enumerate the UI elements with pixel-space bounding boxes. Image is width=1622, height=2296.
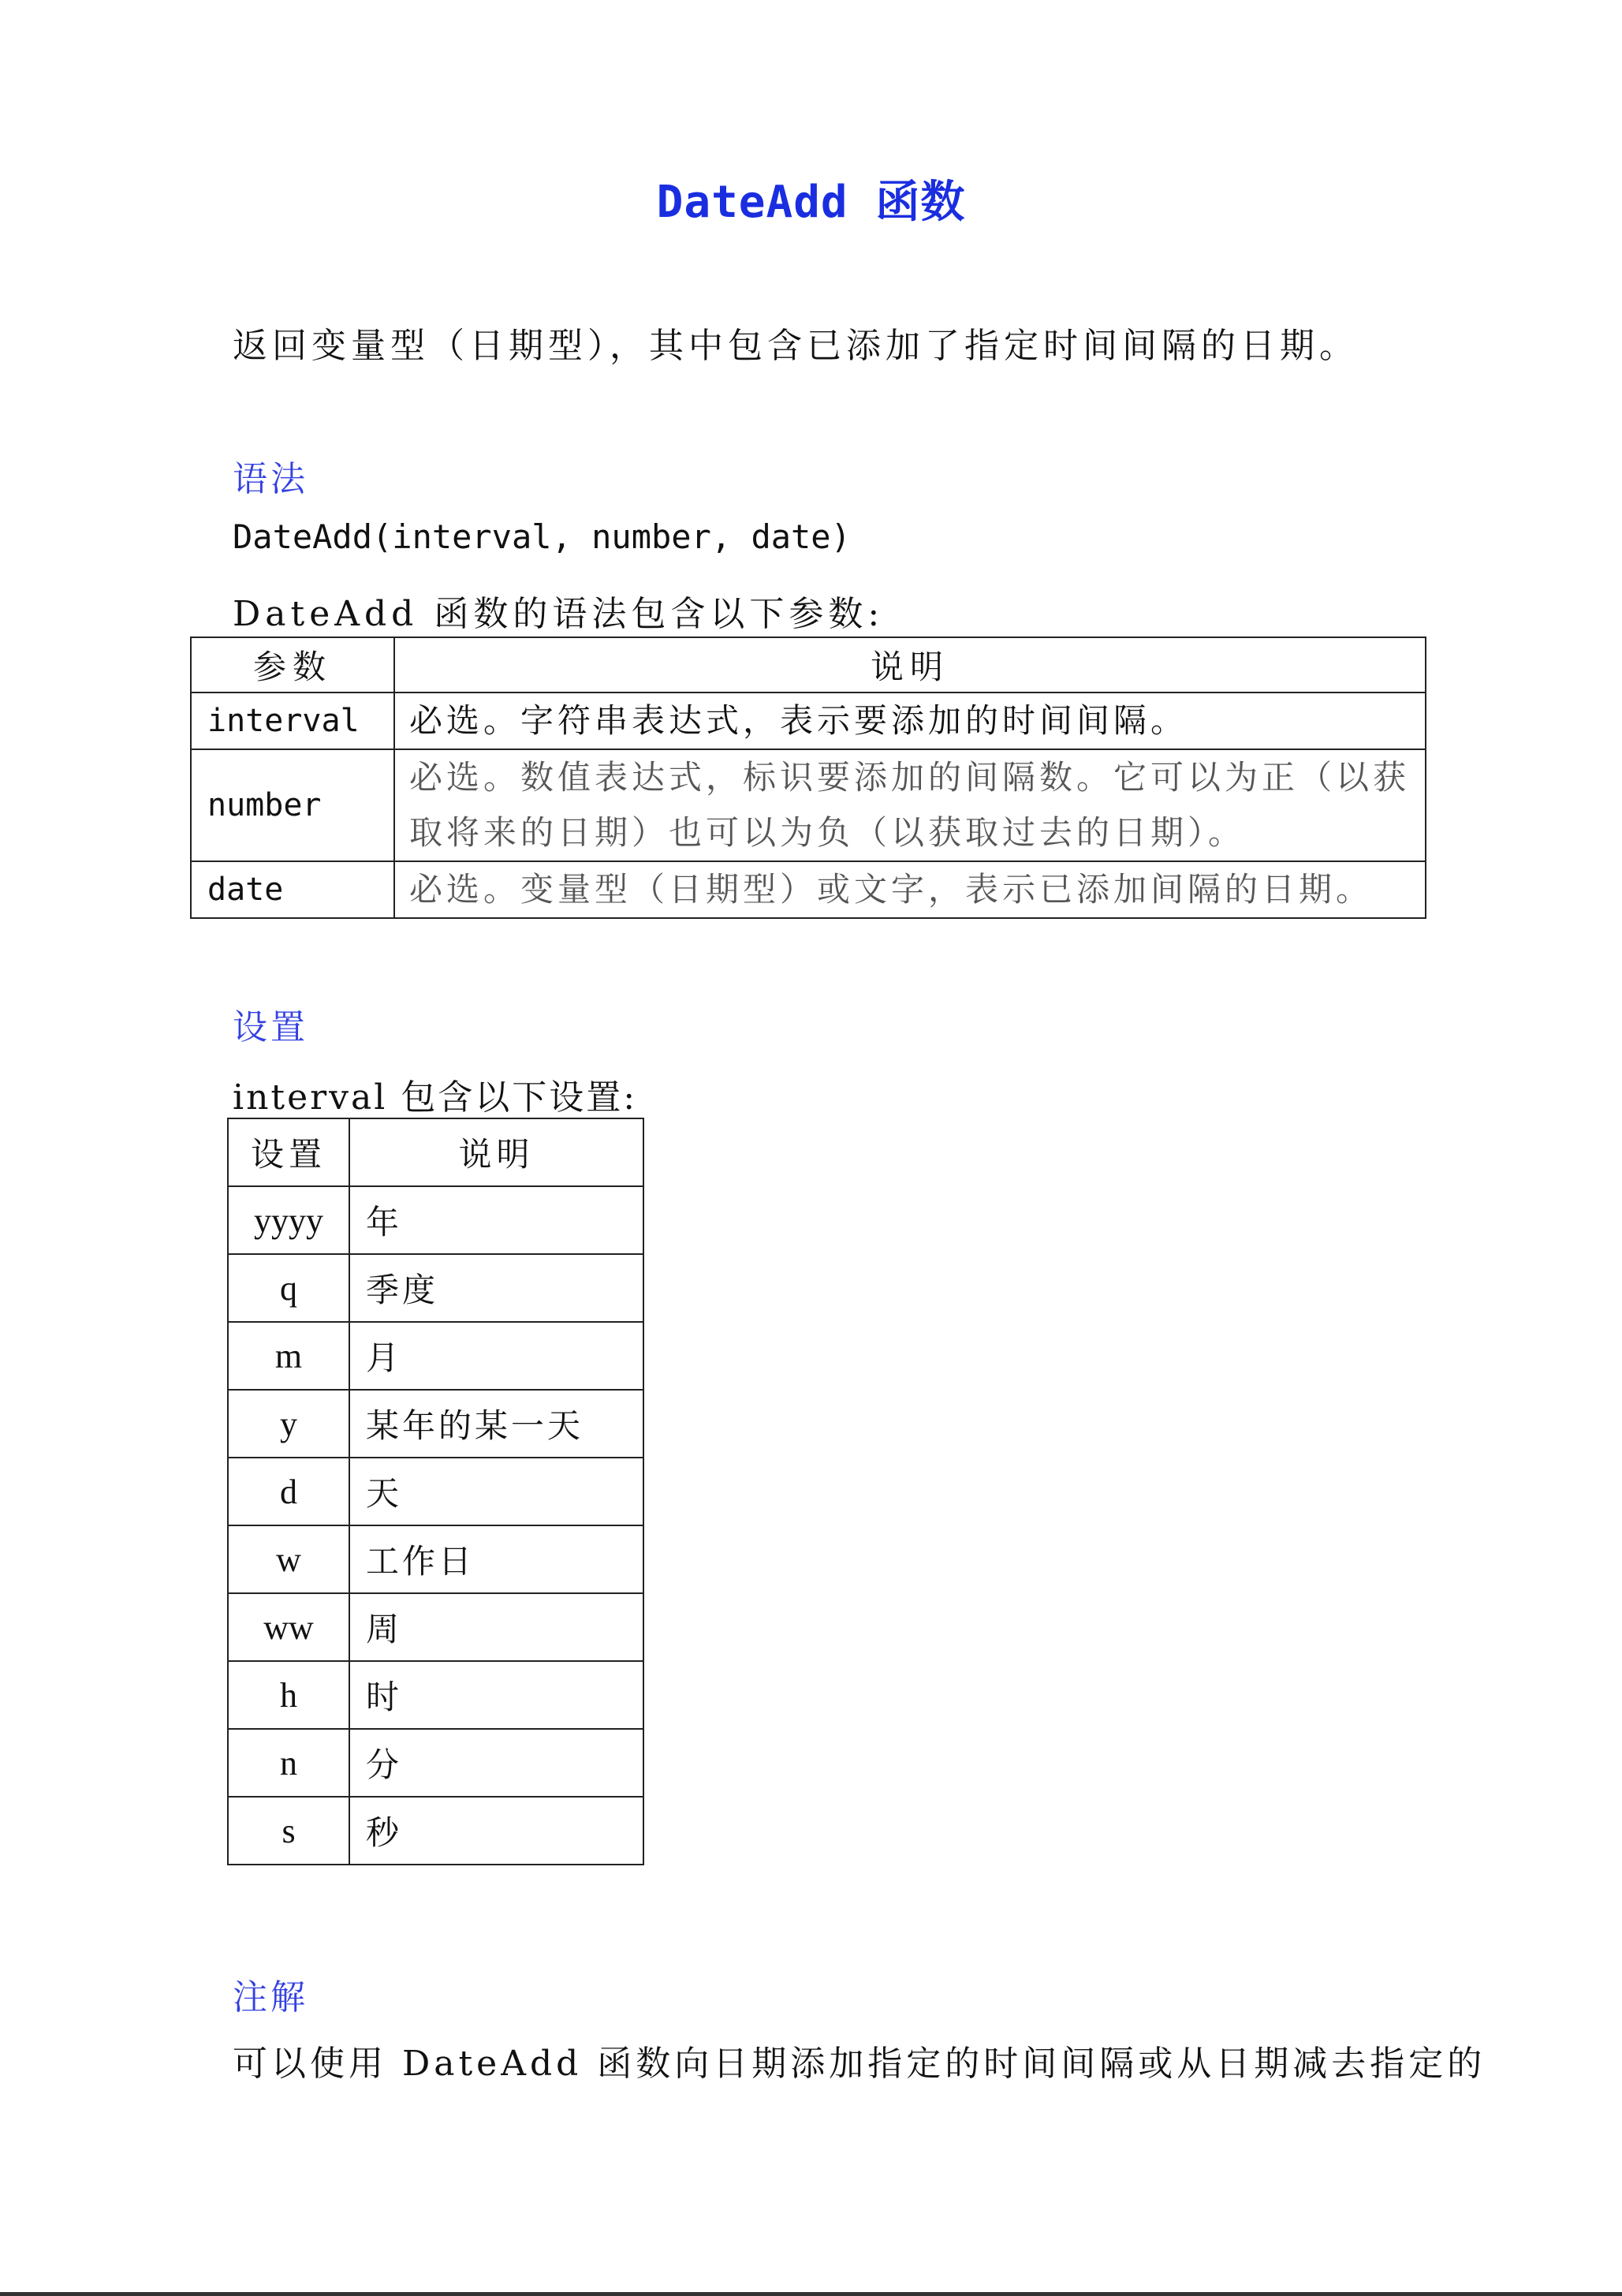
- setting-code: d: [228, 1458, 349, 1525]
- notes-paragraph: 可以使用 DateAdd 函数向日期添加指定的时间间隔或从日期减去指定的: [233, 2044, 1486, 2084]
- syntax-heading: 语法: [233, 459, 308, 499]
- settings-header-desc: 说明: [349, 1118, 643, 1186]
- table-row: [228, 1186, 643, 1254]
- table-row: [228, 1525, 643, 1593]
- settings-header-setting: 设置: [228, 1118, 349, 1186]
- setting-code: y: [228, 1390, 349, 1458]
- setting-desc: 分: [349, 1729, 643, 1797]
- table-row: [228, 1322, 643, 1390]
- setting-desc: 秒: [349, 1797, 643, 1865]
- param-desc: 必选。字符串表达式，表示要添加的时间间隔。: [394, 693, 1426, 749]
- settings-lead: interval 包含以下设置:: [233, 1077, 638, 1118]
- table-row: [228, 1593, 643, 1661]
- setting-desc: 季度: [349, 1254, 643, 1322]
- table-row: [191, 693, 1426, 749]
- table-row: [228, 1661, 643, 1729]
- intro-paragraph: 返回变量型（日期型），其中包含已添加了指定时间间隔的日期。: [233, 326, 1359, 366]
- table-row: [191, 749, 1426, 861]
- setting-desc: 周: [349, 1593, 643, 1661]
- setting-code: ww: [228, 1593, 349, 1661]
- syntax-lead: DateAdd 函数的语法包含以下参数:: [233, 594, 885, 634]
- param-name: interval: [191, 693, 394, 749]
- settings-table: [227, 1118, 644, 1865]
- params-header-row: [191, 637, 1426, 693]
- setting-code: w: [228, 1525, 349, 1593]
- table-row: [228, 1797, 643, 1865]
- table-row: [228, 1390, 643, 1458]
- setting-code: s: [228, 1797, 349, 1865]
- setting-desc: 时: [349, 1661, 643, 1729]
- table-row: [228, 1729, 643, 1797]
- setting-code: h: [228, 1661, 349, 1729]
- setting-desc: 年: [349, 1186, 643, 1254]
- setting-code: q: [228, 1254, 349, 1322]
- setting-desc: 工作日: [349, 1525, 643, 1593]
- setting-code: n: [228, 1729, 349, 1797]
- settings-header-row: [228, 1118, 643, 1186]
- table-row: [228, 1458, 643, 1525]
- params-table: [190, 637, 1426, 919]
- setting-code: m: [228, 1322, 349, 1390]
- notes-heading: 注解: [233, 1977, 308, 2018]
- setting-desc: 某年的某一天: [349, 1390, 643, 1458]
- param-desc: 必选。数值表达式，标识要添加的间隔数。它可以为正（以获取将来的日期）也可以为负（以获取过去的日期）。: [394, 749, 1426, 861]
- setting-desc: 月: [349, 1322, 643, 1390]
- setting-desc: 天: [349, 1458, 643, 1525]
- settings-heading: 设置: [233, 1007, 308, 1047]
- page-bottom-divider: [0, 2292, 1622, 2296]
- param-desc: 必选。变量型（日期型）或文字，表示已添加间隔的日期。: [394, 861, 1426, 918]
- params-header-desc: 说明: [394, 637, 1426, 693]
- page-title: DateAdd 函数: [656, 177, 966, 228]
- setting-code: yyyy: [228, 1186, 349, 1254]
- table-row: [228, 1254, 643, 1322]
- syntax-signature: DateAdd(interval, number, date): [233, 517, 851, 556]
- params-header-param: 参数: [191, 637, 394, 693]
- param-name: date: [191, 861, 394, 918]
- table-row: [191, 861, 1426, 918]
- param-name: number: [191, 749, 394, 861]
